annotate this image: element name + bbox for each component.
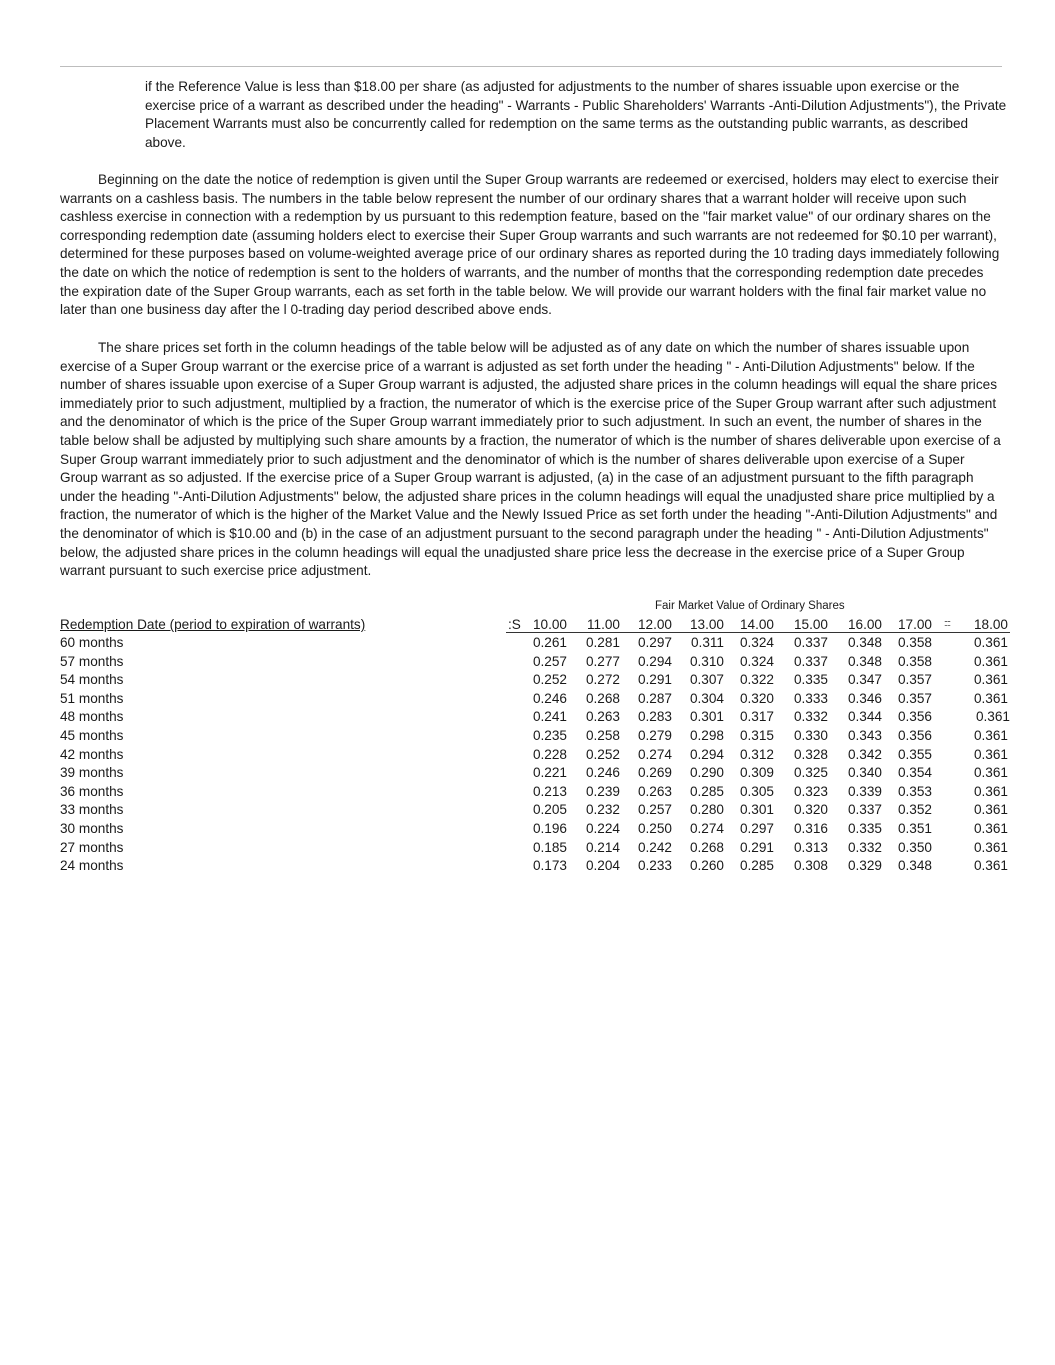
- price-header: 11.00: [586, 617, 620, 632]
- table-row: [60, 746, 1010, 764]
- table-cell: 0.355: [897, 746, 932, 762]
- table-cell: 0.233: [637, 858, 672, 874]
- table-cell: 0.269: [637, 765, 672, 781]
- table-cell: 0.309: [739, 765, 774, 781]
- table-cell: 0.173: [532, 858, 567, 874]
- row-label: 36 months: [60, 783, 124, 799]
- row-label: 60 months: [60, 635, 124, 650]
- table-cell: 0.228: [532, 746, 567, 762]
- table-cell: 0.328: [793, 746, 828, 762]
- table-cell: 0.337: [847, 802, 882, 818]
- price-header: 10.00: [532, 617, 567, 632]
- table-cell: 0.361: [973, 765, 1008, 781]
- price-header: 12.00: [637, 617, 672, 632]
- table-cell: 0.346: [847, 690, 882, 706]
- table-cell: 0.279: [637, 728, 672, 743]
- table-cell: 0.311: [690, 635, 724, 650]
- table-cell: 0.285: [689, 783, 724, 799]
- table-row: [60, 764, 1010, 782]
- table-cell: 0.348: [897, 858, 932, 874]
- indented-paragraph: if the Reference Value is less than $18.00 per share (as adjusted for adjustments to the number of shares issuable upon exercise or the exercise price of a warrant as described under the heading" - Warrants - Public Shareholders' Warrants -Anti-Dilution Adjustments"), the Private Placement Warrants must also be concurrently called for redemption on the same terms as the outstanding public warrants, as described above.: [145, 79, 1007, 150]
- table-cell: 0.344: [847, 709, 882, 725]
- table-cell: 0.357: [897, 690, 932, 706]
- table-cell: 0.291: [637, 672, 672, 688]
- table-cell: 0.335: [793, 672, 828, 688]
- table-cell: 0.241: [532, 709, 567, 725]
- table-cell: 0.305: [739, 783, 774, 799]
- column-marker-right: ::::: [944, 618, 951, 628]
- table-cell: 0.246: [532, 690, 567, 706]
- table-cell: 0.340: [847, 765, 882, 781]
- table-cell: 0.361: [975, 709, 1010, 725]
- table-cell: 0.307: [689, 672, 724, 688]
- table-cell: 0.361: [973, 746, 1008, 762]
- table-cell: 0.268: [689, 839, 724, 855]
- header-underline: [506, 632, 1010, 633]
- row-label: 48 months: [60, 709, 124, 725]
- price-header: 16.00: [847, 617, 882, 632]
- table-cell: 0.257: [532, 653, 567, 669]
- row-label: 54 months: [60, 672, 124, 688]
- table-cell: 0.287: [637, 690, 672, 706]
- row-label: 27 months: [60, 839, 124, 855]
- table-cell: 0.260: [689, 858, 724, 874]
- table-row: [60, 708, 1010, 726]
- table-cell: 0.297: [637, 635, 672, 650]
- table-row: [60, 634, 1010, 652]
- row-label: 30 months: [60, 821, 124, 836]
- table-cell: 0.257: [637, 802, 672, 818]
- table-cell: 0.320: [793, 802, 828, 818]
- price-header: 15.00: [793, 617, 828, 632]
- table-cell: 0.361: [973, 690, 1008, 706]
- table-cell: 0.337: [793, 653, 828, 669]
- table-cell: 0.274: [637, 746, 672, 762]
- table-cell: 0.339: [847, 783, 882, 799]
- redemption-date-header: Redemption Date (period to expiration of warrants): [60, 617, 366, 632]
- table-cell: 0.301: [739, 802, 774, 818]
- top-divider: [60, 66, 1002, 67]
- table-cell: 0.322: [739, 672, 774, 688]
- row-label: 45 months: [60, 728, 124, 743]
- table-cell: 0.335: [847, 821, 882, 836]
- row-label: 39 months: [60, 765, 124, 781]
- row-label: 24 months: [60, 858, 124, 874]
- table-cell: 0.221: [532, 765, 567, 781]
- table-cell: 0.235: [532, 728, 567, 743]
- table-cell: 0.298: [689, 728, 724, 743]
- table-row: [60, 671, 1010, 689]
- table-cell: 0.316: [793, 821, 828, 836]
- price-header: 17.00: [897, 617, 932, 632]
- table-cell: 0.239: [585, 783, 620, 799]
- cashless-exercise-paragraph: Beginning on the date the notice of redemption is given until the Super Group warrants are redeemed or exercised, holders may elect to exercise their warrants on a cashless basis. The numbers in the table below represent the number of our ordinary shares that a warrant holder will receive upon such cashless exercise in connection with a redemption by us pursuant to this redemption feature, based on the "fair market value" of our ordinary shares on the corresponding redemption date (assuming holders elect to exercise their Super Group warrants and such warrants are not redeemed for $0.10 per warrant), determined for these purposes based on volume-weighted average price of our ordinary shares as reported during the 10 trading days immediately following the date on which the notice of redemption is sent to the holders of warrants, and the number of months that the corresponding redemption date precedes the expiration date of the Super Group warrants, each as set forth in the table below. We will provide our warrant holders with the final fair market value no later than one business day after the l 0-trading day period described above ends.: [60, 172, 1000, 318]
- table-cell: 0.351: [897, 821, 932, 836]
- table-cell: 0.214: [585, 839, 620, 855]
- table-row: [60, 839, 1010, 857]
- table-cell: 0.185: [532, 839, 567, 855]
- table-cell: 0.291: [739, 839, 774, 855]
- table-cell: 0.315: [739, 728, 774, 743]
- row-label: 33 months: [60, 802, 124, 818]
- price-header: 18.00: [973, 617, 1008, 632]
- table-cell: 0.294: [689, 746, 724, 762]
- table-cell: 0.308: [793, 858, 828, 874]
- table-row: [60, 727, 1010, 745]
- table-cell: 0.196: [532, 821, 567, 836]
- table-cell: 0.324: [739, 653, 774, 669]
- table-cell: 0.352: [897, 802, 932, 818]
- table-cell: 0.261: [532, 635, 567, 650]
- table-cell: 0.350: [897, 839, 932, 855]
- table-cell: 0.325: [793, 765, 828, 781]
- price-header: 14.00: [739, 617, 774, 632]
- table-cell: 0.301: [689, 709, 724, 725]
- table-row: [60, 820, 1010, 838]
- table-cell: 0.348: [847, 635, 882, 650]
- table-cell: 0.317: [739, 709, 774, 725]
- table-cell: 0.304: [689, 690, 724, 706]
- table-cell: 0.280: [689, 802, 724, 818]
- table-cell: 0.205: [532, 802, 567, 818]
- table-row: [60, 857, 1010, 875]
- table-cell: 0.258: [585, 728, 620, 743]
- table-cell: 0.224: [585, 821, 620, 836]
- table-cell: 0.274: [689, 821, 724, 836]
- table-cell: 0.353: [897, 783, 932, 799]
- table-cell: 0.294: [637, 653, 672, 669]
- table-cell: 0.343: [847, 728, 882, 743]
- table-cell: 0.337: [793, 635, 828, 650]
- table-cell: 0.204: [585, 858, 620, 874]
- table-cell: 0.232: [585, 802, 620, 818]
- table-cell: 0.252: [585, 746, 620, 762]
- table-cell: 0.361: [973, 635, 1008, 650]
- table-cell: 0.263: [637, 783, 672, 799]
- table-cell: 0.310: [689, 653, 724, 669]
- table-cell: 0.361: [973, 653, 1008, 669]
- table-cell: 0.361: [973, 783, 1008, 799]
- row-label: 51 months: [60, 690, 124, 706]
- table-cell: 0.361: [973, 672, 1008, 688]
- table-cell: 0.342: [847, 746, 882, 762]
- table-cell: 0.329: [847, 858, 882, 874]
- table-cell: 0.312: [739, 746, 774, 762]
- table-row: [60, 783, 1010, 801]
- table-cell: 0.263: [585, 709, 620, 725]
- price-header: 13.00: [689, 617, 724, 632]
- table-title: Fair Market Value of Ordinary Shares: [655, 600, 845, 612]
- table-cell: 0.323: [793, 783, 828, 799]
- table-cell: 0.361: [973, 839, 1008, 855]
- table-cell: 0.297: [739, 821, 774, 836]
- table-cell: 0.354: [897, 765, 932, 781]
- table-cell: 0.313: [793, 839, 828, 855]
- table-cell: 0.324: [739, 635, 774, 650]
- column-marker-left: :S: [508, 617, 521, 632]
- table-cell: 0.290: [689, 765, 724, 781]
- table-cell: 0.361: [973, 858, 1008, 874]
- table-row: [60, 690, 1010, 708]
- row-label: 42 months: [60, 746, 124, 762]
- table-row: [60, 801, 1010, 819]
- table-cell: 0.356: [897, 728, 932, 743]
- table-cell: 0.333: [793, 690, 828, 706]
- table-cell: 0.347: [847, 672, 882, 688]
- table-cell: 0.283: [637, 709, 672, 725]
- table-cell: 0.330: [793, 728, 828, 743]
- table-cell: 0.213: [532, 783, 567, 799]
- table-cell: 0.357: [897, 672, 932, 688]
- table-cell: 0.358: [897, 635, 932, 650]
- table-cell: 0.361: [973, 821, 1008, 836]
- table-cell: 0.277: [585, 653, 620, 669]
- table-cell: 0.356: [897, 709, 932, 725]
- table-cell: 0.320: [739, 690, 774, 706]
- table-cell: 0.332: [847, 839, 882, 855]
- share-price-adjustment-paragraph: The share prices set forth in the column headings of the table below will be adjusted as of any date on which the number of shares issuable upon exercise of a Super Group warrant or the exercise price of a warrant is adjusted as set forth under the heading " - Anti-Dilution Adjustments" below. If the number of shares issuable upon exercise of a Super Group warrant is adjusted, the adjusted share prices in the column headings will equal the share prices immediately prior to such adjustment, multiplied by a fraction, the numerator of which is the exercise price of the Super Group warrant after such adjustment and the denominator of which is the price of the Super Group warrant immediately prior to such adjustment. In such an event, the number of shares in the table below shall be adjusted by multiplying such share amounts by a fraction, the numerator of which is the number of shares deliverable upon exercise of a Super Group warrant immediately prior to such adjustment and the denominator of which is the number of shares deliverable upon exercise of a Super Group warrant as so adjusted. If the exercise price of a Super Group warrant is adjusted, (a) in the case of an adjustment pursuant to the fifth paragraph under the heading "-Anti-Dilution Adjustments" below, the adjusted share prices in the column headings will equal the unadjusted share price multiplied by a fraction, the numerator of which is the higher of the Market Value and the Newly Issued Price as set forth under the heading "-Anti-Dilution Adjustments" and the denominator of which is $10.00 and (b) in the case of an adjustment pursuant to the second paragraph under the heading " - Anti-Dilution Adjustments" below, the adjusted share prices in the column headings will equal the unadjusted share price less the decrease in the exercise price of a Super Group warrant pursuant to such exercise price adjustment.: [60, 340, 1001, 579]
- table-cell: 0.361: [973, 728, 1008, 743]
- table-cell: 0.332: [793, 709, 828, 725]
- table-row: [60, 653, 1010, 671]
- table-cell: 0.252: [532, 672, 567, 688]
- table-cell: 0.268: [585, 690, 620, 706]
- table-cell: 0.272: [585, 672, 620, 688]
- table-cell: 0.358: [897, 653, 932, 669]
- table-cell: 0.242: [637, 839, 672, 855]
- row-label: 57 months: [60, 653, 124, 669]
- table-cell: 0.348: [847, 653, 882, 669]
- table-cell: 0.361: [973, 802, 1008, 818]
- table-cell: 0.250: [637, 821, 672, 836]
- table-cell: 0.285: [739, 858, 774, 874]
- table-cell: 0.246: [585, 765, 620, 781]
- table-cell: 0.281: [585, 635, 620, 650]
